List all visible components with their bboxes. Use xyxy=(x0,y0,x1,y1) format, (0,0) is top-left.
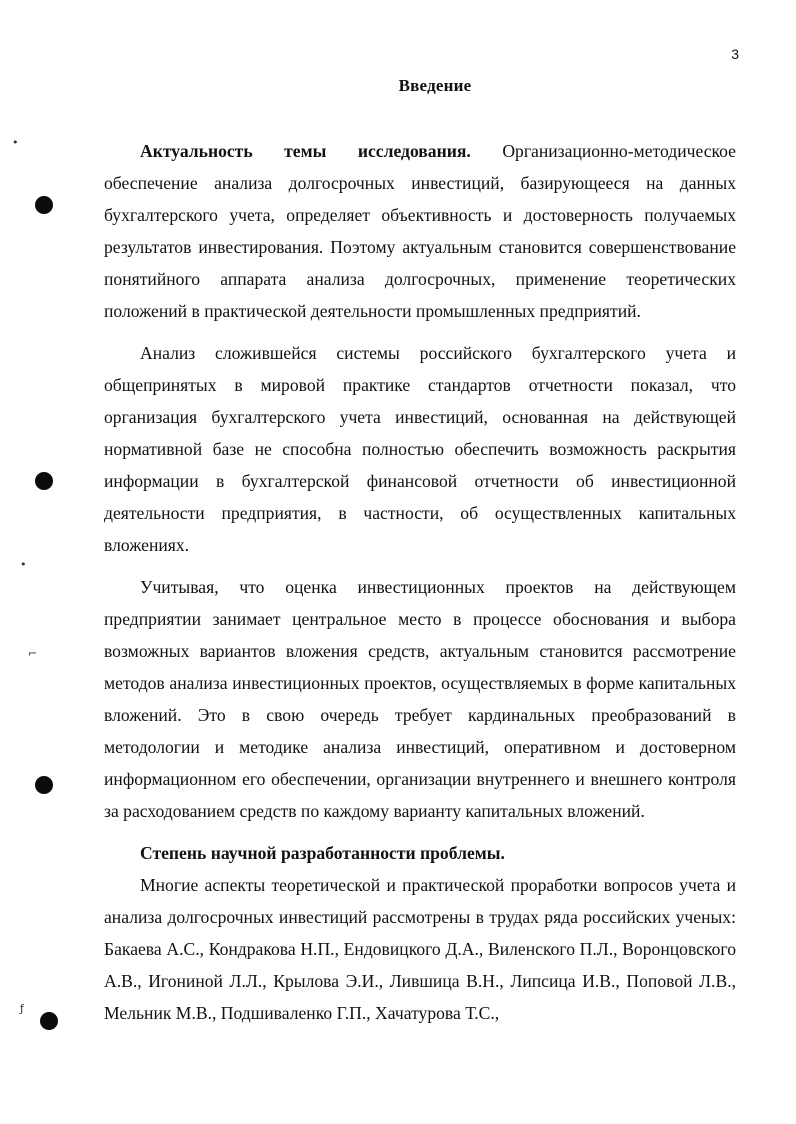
paragraph-evaluation: Учитывая, что оценка инвестиционных проектов на действующем предприятии занимает центральное место в процессе обоснования и выбора возможных вариантов вложения средств, актуальным становится рассмотрение методов анализа инвестиционных проектов, осуществляемых в форме капитальных вложений. Это в свою очередь требует кардинальных преобразований в методологии и методике анализа инвестиций, оперативном и достоверном информационном его обеспечении, организации внутреннего и внешнего контроля за расходованием средств по каждому варианту капитальных вложений. xyxy=(104,577,736,821)
page-number: 3 xyxy=(731,46,739,62)
paragraph-analysis: Анализ сложившейся системы российского бухгалтерского учета и общепринятых в мировой практике стандартов отчетности показал, что организация бухгалтерского учета инвестиций, основанная на действующей нормативной базе не способна полностью обеспечить возможность раскрытия информации в бухгалтерской финансовой отчетности об инвестиционной деятельности предприятия, в частности, об осуществленных капитальных вложениях. xyxy=(104,343,736,555)
scan-speck: • xyxy=(20,558,27,571)
scan-speck: ƒ xyxy=(20,1002,24,1015)
relevance-text: Организационно-методическое обеспечение анализа долгосрочных инвестиций, базирующееся на данных бухгалтерского учета, определяет объективность и достоверность получаемых результатов инвестирования. Поэтому актуальным становится совершенствование понятийного аппарата анализа долгосрочных, применение теоретических положений в практической деятельности промышленных предприятий. xyxy=(104,141,736,321)
relevance-lead: Актуальность темы исследования. xyxy=(140,141,471,161)
body-text xyxy=(104,135,736,1029)
page-title: Введение xyxy=(398,76,472,95)
punch-hole xyxy=(35,196,53,214)
punch-hole xyxy=(40,1012,58,1030)
section-heading-development: Степень научной разработанности проблемы. xyxy=(140,843,505,863)
punch-hole xyxy=(35,776,53,794)
paragraph-scholars: Многие аспекты теоретической и практической проработки вопросов учета и анализа долгосрочных инвестиций рассмотрены в трудах ряда российских ученых: Бакаева А.С., Кондракова Н.П., Ендовицкого Д.А., Виленского П.Л., Воронцовского А.В., Игониной Л.Л., Крылова Э.И., Лившица В.Н., Липсица И.В., Поповой Л.В., Мельник М.В., Подшиваленко Г.П., Хачатурова Т.С., xyxy=(104,875,736,1023)
paragraph-relevance xyxy=(104,135,736,327)
scan-speck: • xyxy=(12,136,19,149)
punch-hole xyxy=(35,472,53,490)
scan-speck: ⌐ xyxy=(28,647,38,660)
